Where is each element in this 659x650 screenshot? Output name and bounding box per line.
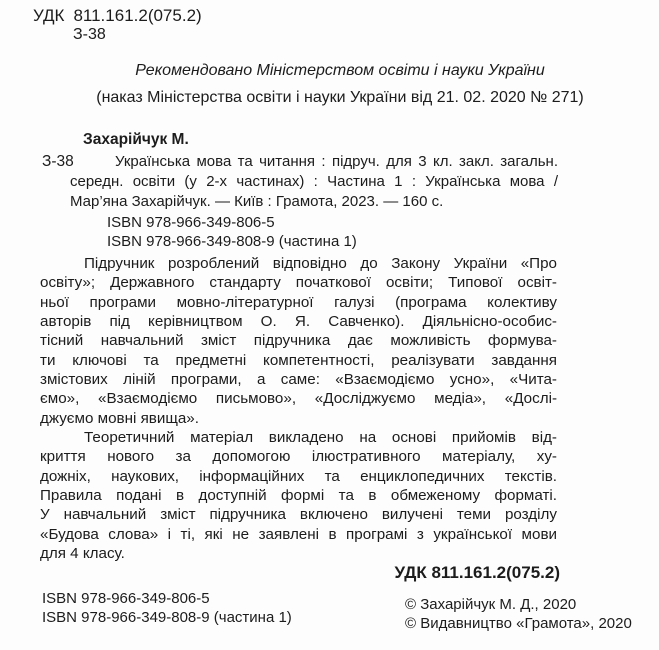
- text-line: ISBN 978-966-349-806-5: [107, 214, 275, 231]
- text-line: освіту»; Державного стандарту початкової освіти; Типової освіт-: [40, 274, 557, 292]
- text-line: джуємо мовні явища».: [40, 409, 199, 427]
- text-line: змістових ліній програми, а саме: «Взаємодіємо усно», «Чита-: [40, 371, 557, 389]
- author-sign-card: З-38: [42, 153, 74, 170]
- text-line: середн. освіти (у 2-х частинах) : Частина 1 : Українська мова /: [70, 173, 558, 190]
- udc-top-label: УДК: [33, 6, 65, 25]
- ministry-recommendation-note: Рекомендовано Міністерством освіти і науки України: [135, 62, 545, 79]
- udc-bottom-line: УДК 811.161.2(075.2): [394, 563, 560, 582]
- text-line: тісний навчальний зміст підручника дає можливість формува-: [40, 332, 557, 350]
- text-line: ньої програми мовно-літературної галузі (програма колективу: [40, 293, 557, 311]
- author-sign-top: З-38: [73, 26, 106, 43]
- footer-isbn-block: [42, 589, 292, 627]
- text-line: криття нового за допомогою ілюстративного матеріалу, ху-: [40, 448, 557, 466]
- catalog-card-isbn-block: [107, 213, 357, 251]
- text-line: ISBN 978-966-349-806-5: [42, 590, 210, 607]
- text-line: ISBN 978-966-349-808-9 (частина 1): [107, 233, 357, 250]
- udc-top-number: 811.161.2(075.2): [73, 6, 202, 25]
- text-line: ISBN 978-966-349-808-9 (частина 1): [42, 609, 292, 626]
- catalog-card-author: Захарійчук М.: [83, 131, 189, 148]
- annotation-block: [40, 254, 557, 564]
- text-line: © Захарійчук М. Д., 2020: [405, 596, 577, 613]
- text-line: Мар’яна Захарійчук. — Київ : Грамота, 2023. — 160 с.: [70, 193, 444, 210]
- text-line: для 4 класу.: [40, 545, 125, 563]
- annotation-paragraph-2: [40, 428, 557, 563]
- annotation-paragraph-1: [40, 254, 557, 428]
- text-line: © Видавництво «Грамота», 2020: [405, 614, 632, 632]
- text-line: «Будова слова» і ті, які не заявлені в програмі з української мови: [40, 525, 557, 543]
- text-line: Теоретичний матеріал викладено на основі прийомів від-: [84, 429, 557, 447]
- text-line: ти ключові та предметні компетентності, реалізувати завдання: [40, 351, 557, 369]
- udc-top-line: [33, 6, 202, 26]
- ministry-order-note: (наказ Міністерства освіти і науки України від 21. 02. 2020 № 271): [96, 89, 584, 106]
- text-line: авторів під керівництвом О. Я. Савченко). Діяльнісно-особис-: [40, 313, 557, 331]
- text-line: Правила подані в доступній формі та в обмеженому форматі.: [40, 487, 557, 505]
- text-line: Підручник розроблений відповідно до Закону України «Про: [84, 255, 557, 272]
- text-line: ємо», «Взаємодіємо письмово», «Досліджуємо медіа», «Дослі-: [40, 390, 557, 408]
- text-line: дожніх, наукових, інформаційних та енциклопедичних текстів.: [40, 467, 557, 485]
- text-line: Українська мова та читання : підруч. для 3 кл. закл. загальн.: [115, 153, 558, 170]
- footer-copyright-block: [405, 596, 632, 633]
- text-line: У навчальний зміст підручника включено вилучені теми розділу: [40, 506, 557, 524]
- catalog-card-description: [70, 152, 558, 212]
